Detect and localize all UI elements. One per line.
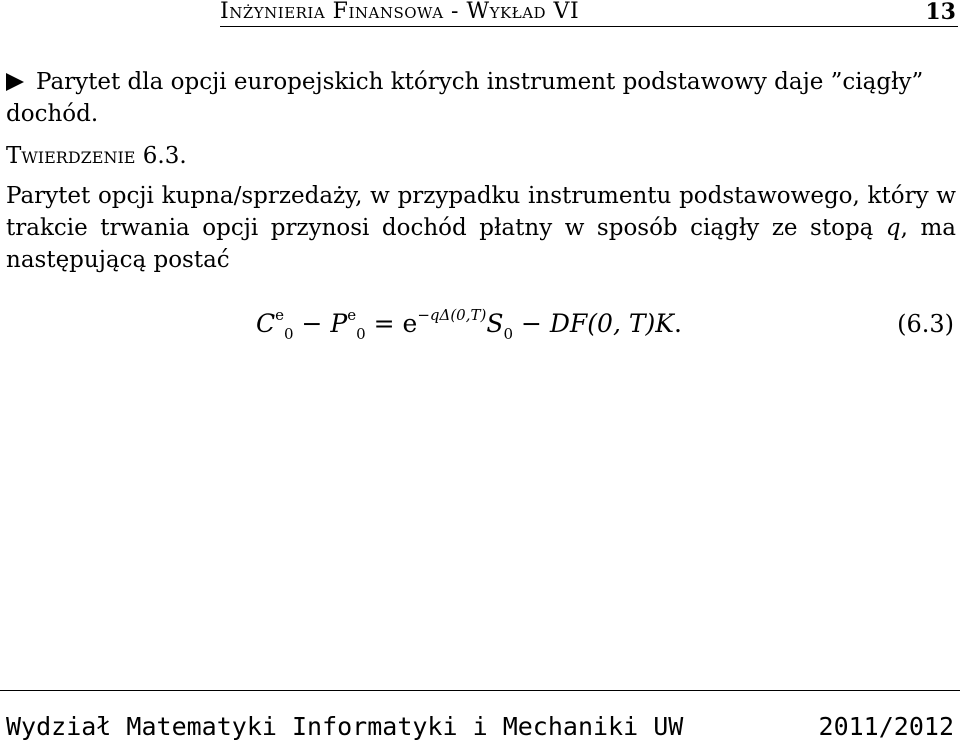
bullet-text: Parytet dla opcji europejskich których instrument podstawowy daje ”ciągły” dochód. (6, 69, 924, 127)
eq-put: P (330, 309, 348, 338)
eq-spot-sub: 0 (503, 325, 514, 343)
slide-header (220, 0, 958, 27)
eq-strike: K (655, 309, 674, 338)
parity-equation (256, 304, 682, 344)
header-title: Inżynieria Finansowa - Wykład VI (220, 0, 580, 24)
eq-put-sup: e (347, 306, 357, 324)
equation-number: (6.3) (897, 310, 954, 338)
eq-put-sub: 0 (356, 325, 366, 343)
eq-call-sub: 0 (284, 325, 294, 343)
eq-df-args: (0, T) (587, 309, 656, 338)
theorem-text-part2: , ma następującą postać (6, 215, 956, 273)
eq-call-sup: e (275, 306, 285, 324)
eq-exp-base: e (402, 309, 418, 338)
bullet-item (6, 66, 956, 130)
eq-equals: = (365, 309, 403, 338)
theorem-variable-q: q (885, 215, 901, 241)
eq-minus-2: − (513, 309, 550, 338)
theorem-body (6, 180, 956, 276)
footer-year: 2011/2012 (818, 712, 954, 741)
eq-call: C (256, 309, 276, 338)
slide-footer (0, 690, 960, 741)
eq-discount-factor: DF (549, 309, 588, 338)
eq-spot: S (486, 309, 504, 338)
page-number: 13 (925, 0, 956, 25)
footer-institution: Wydział Matematyki Informatyki i Mechaniki UW (6, 712, 684, 741)
theorem-heading: Twierdzenie 6.3. (6, 143, 187, 169)
theorem-text-part1: Parytet opcji kupna/sprzedaży, w przypadku instrumentu podstawowego, który w trakcie trwania opcji przynosi dochód płatny w sposób ciągły ze stopą (6, 183, 956, 241)
eq-minus-1: − (293, 309, 331, 338)
triangle-bullet-icon (6, 73, 24, 91)
eq-exponent: −qΔ(0,T) (417, 306, 487, 324)
eq-period: . (673, 309, 682, 338)
